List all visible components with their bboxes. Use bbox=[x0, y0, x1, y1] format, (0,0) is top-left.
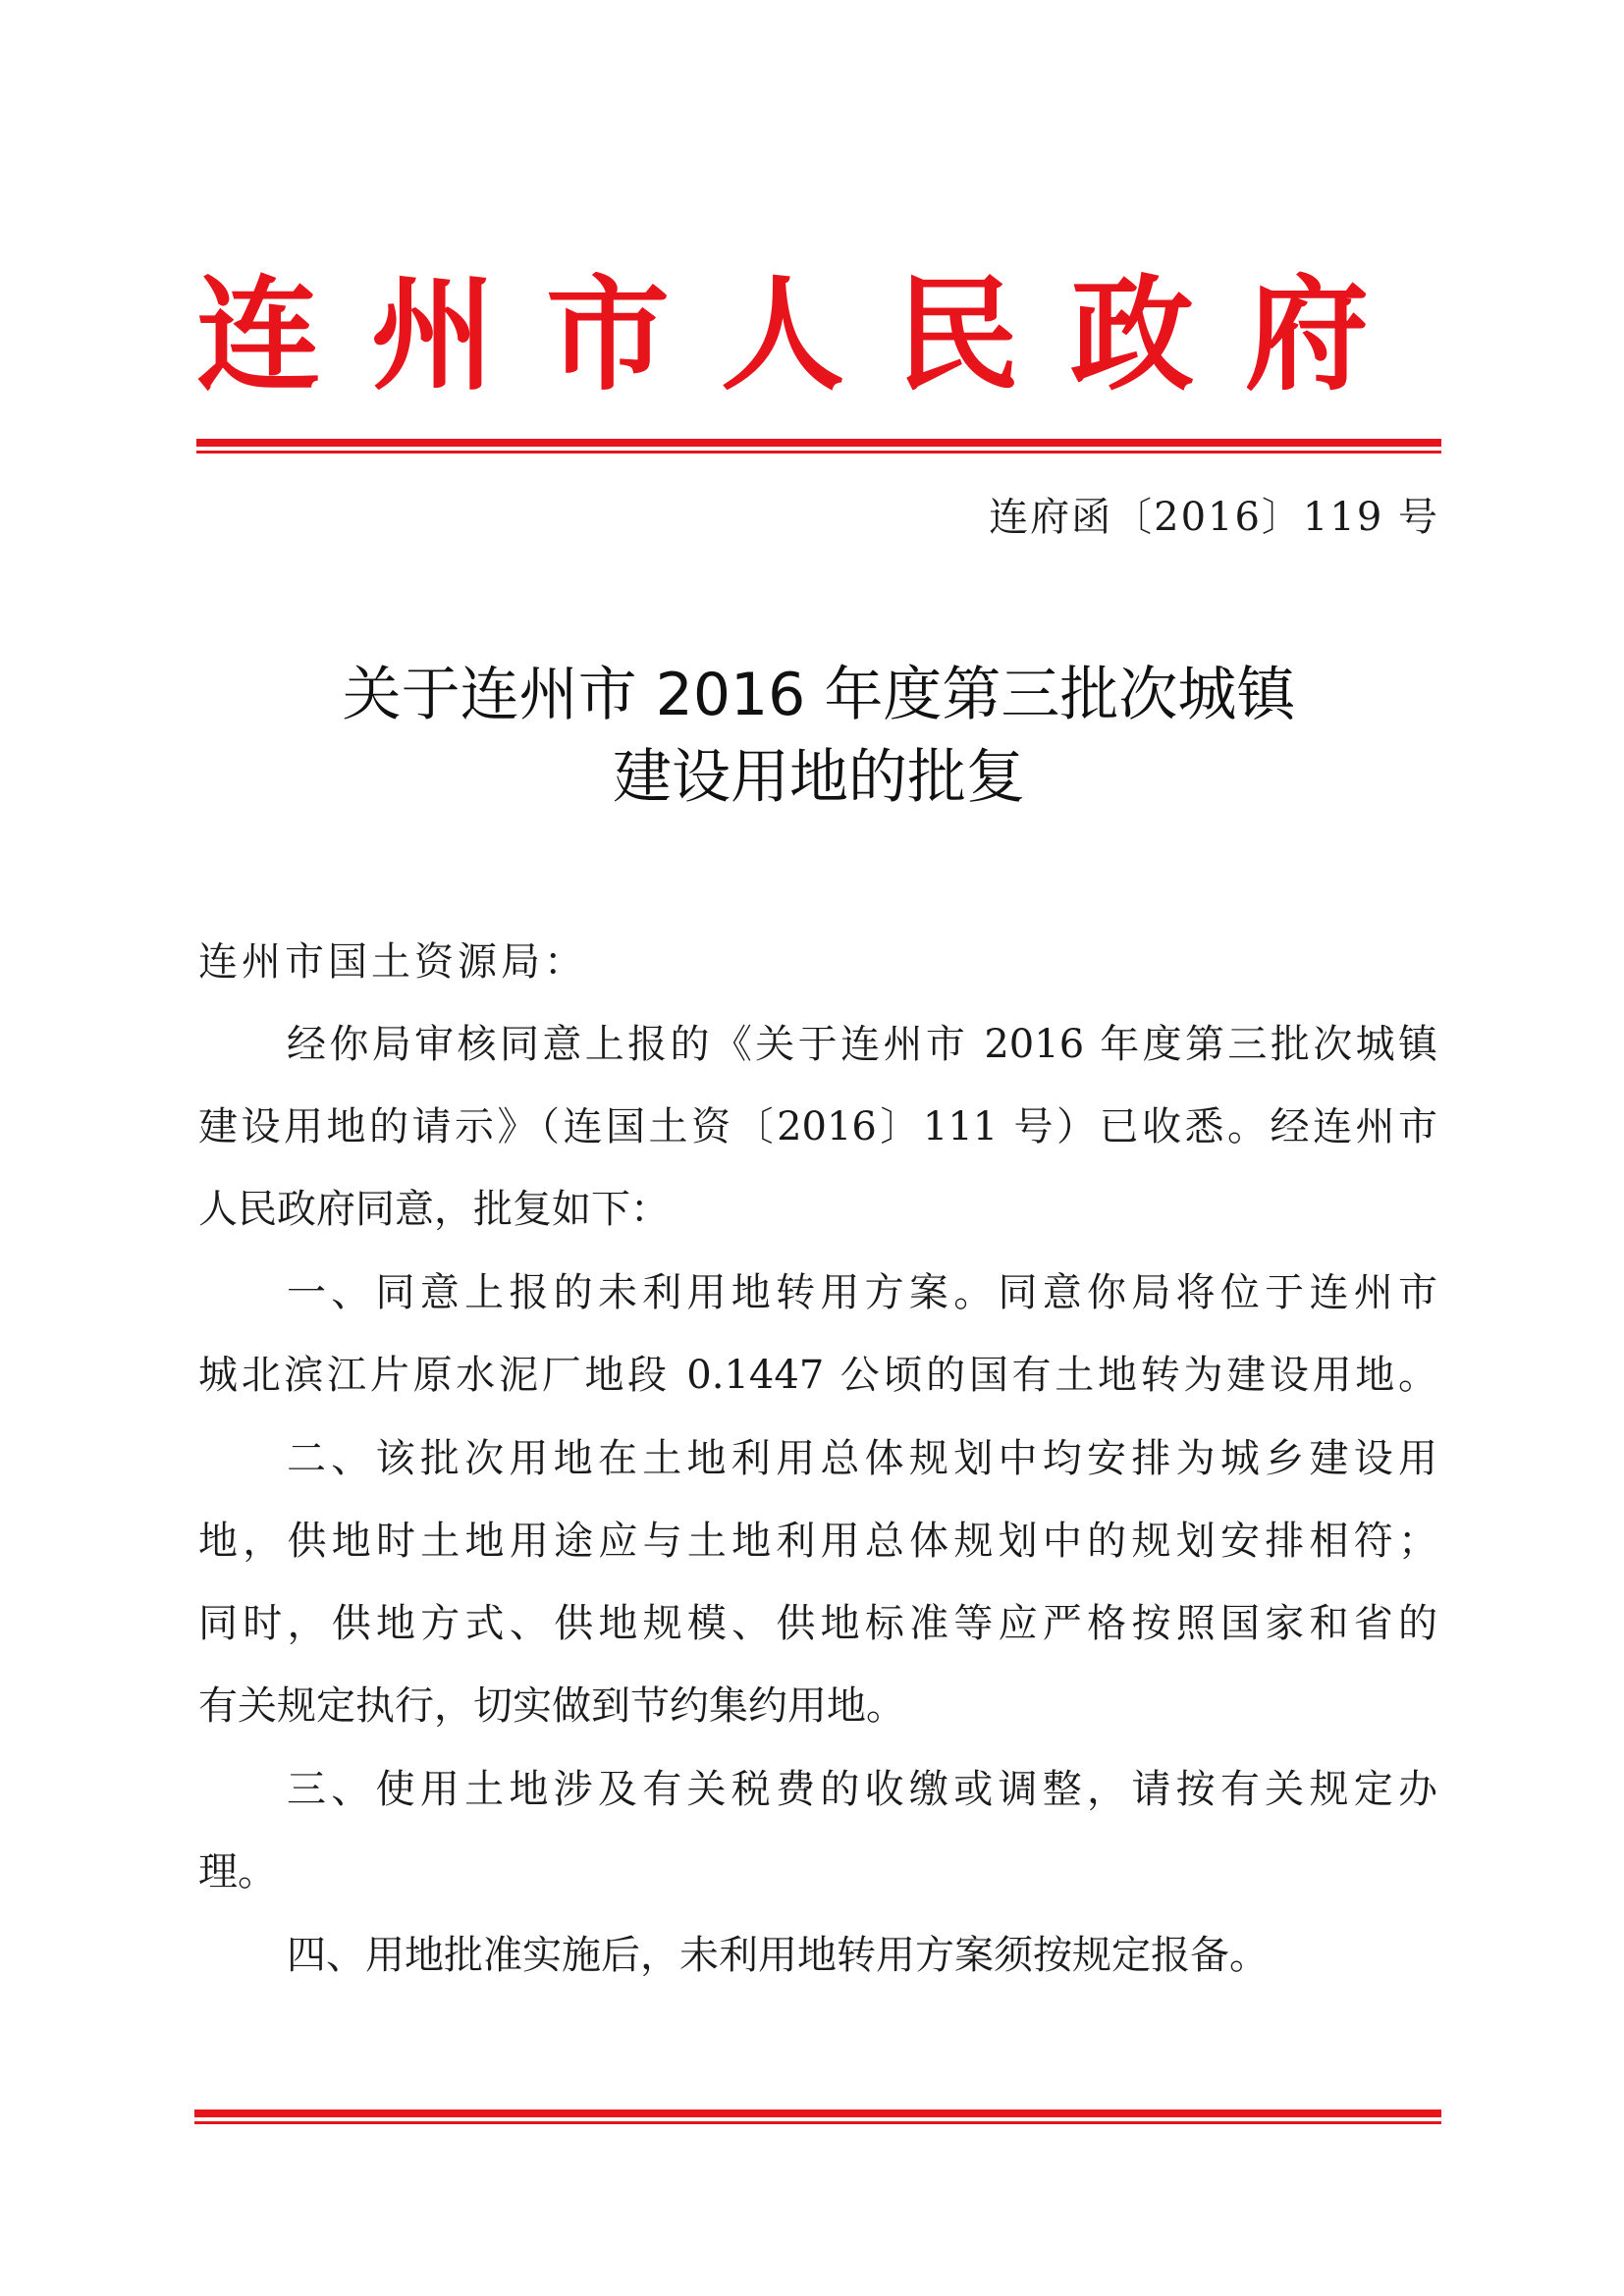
body-line: 建设用地的请示》（连国土资〔2016〕111 号）已收悉。经连州市 bbox=[198, 1104, 1437, 1149]
document-number: 连府函〔2016〕119 号 bbox=[989, 495, 1439, 540]
document-title-line-1: 关于连州市 2016 年度第三批次城镇 bbox=[342, 661, 1296, 729]
body-line: 人民政府同意，批复如下： bbox=[198, 1187, 670, 1232]
body-line: 二、该批次用地在土地利用总体规划中均安排为城乡建设用 bbox=[287, 1436, 1437, 1481]
letterhead-rule-thick bbox=[196, 439, 1441, 447]
body-line: 三、使用土地涉及有关税费的收缴或调整，请按有关规定办 bbox=[287, 1767, 1437, 1812]
body-line: 理。 bbox=[198, 1849, 277, 1895]
document-title-line-2: 建设用地的批复 bbox=[613, 743, 1025, 812]
body-line: 城北滨江片原水泥厂地段 0.1447 公顷的国有土地转为建设用地。 bbox=[198, 1353, 1437, 1398]
body-line: 有关规定执行，切实做到节约集约用地。 bbox=[198, 1683, 905, 1729]
footer-rule-thin bbox=[194, 2121, 1441, 2124]
letterhead-issuer: 连州市人民政府 bbox=[196, 263, 1420, 407]
body-line: 经你局审核同意上报的《关于连州市 2016 年度第三批次城镇 bbox=[287, 1022, 1437, 1067]
body-line: 同时，供地方式、供地规模、供地标准等应严格按照国家和省的 bbox=[198, 1601, 1437, 1646]
body-line: 一、同意上报的未利用地转用方案。同意你局将位于连州市 bbox=[287, 1270, 1437, 1315]
body-line: 四、用地批准实施后，未利用地转用方案须按规定报备。 bbox=[287, 1933, 1269, 1978]
footer-rule-thick bbox=[194, 2109, 1441, 2117]
addressee: 连州市国土资源局： bbox=[198, 939, 587, 985]
letterhead-rule-thin bbox=[196, 451, 1441, 454]
body-line: 地，供地时土地用途应与土地利用总体规划中的规划安排相符； bbox=[198, 1519, 1437, 1564]
